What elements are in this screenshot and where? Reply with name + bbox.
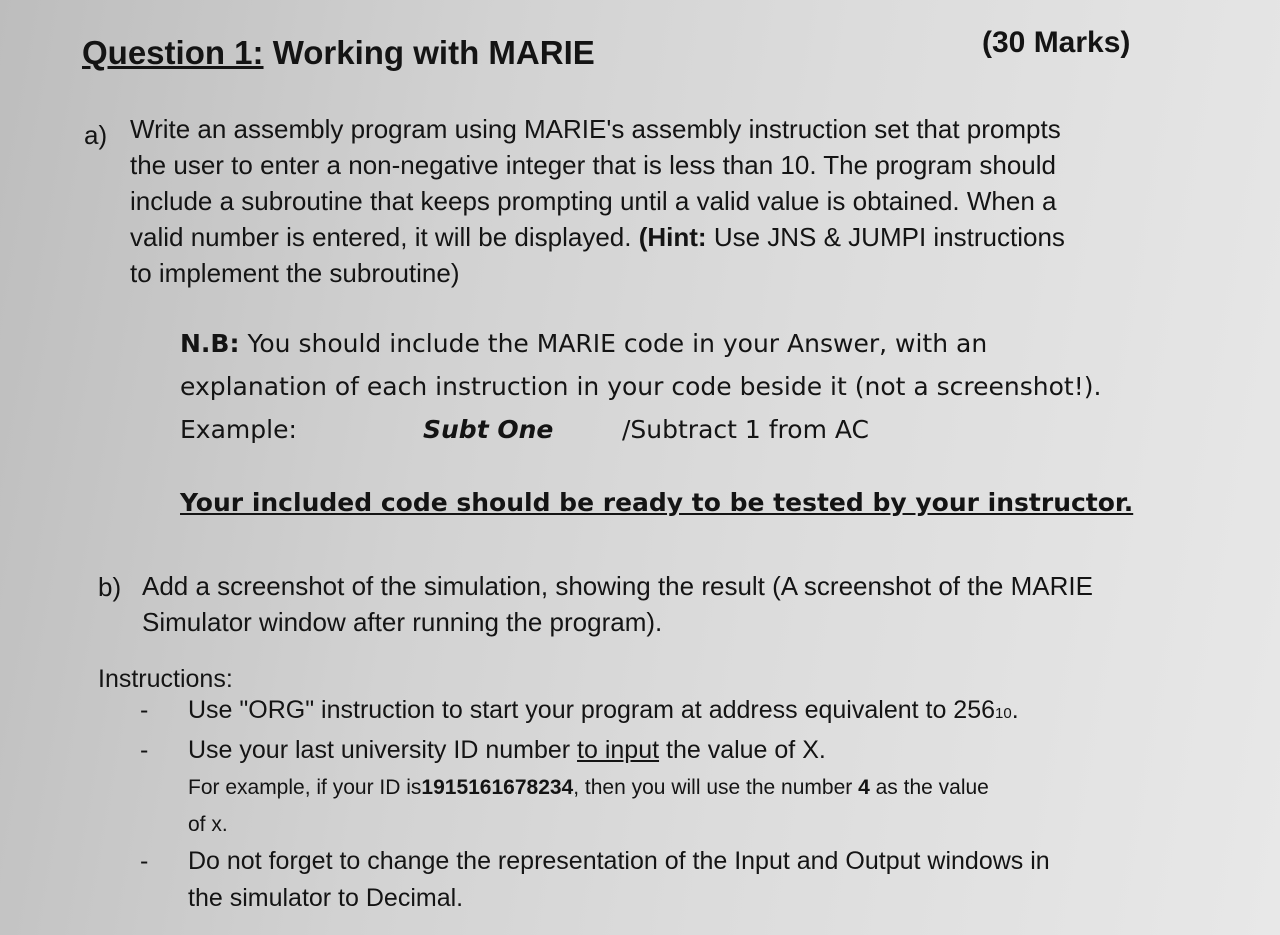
bullet-marker: -	[140, 847, 149, 875]
org-end: .	[1011, 696, 1019, 724]
example-comment: /Subtract 1 from AC	[622, 415, 869, 444]
nb-note	[180, 322, 1101, 451]
example-mid: , then you will use the number	[573, 776, 859, 799]
id-link-text: to input	[577, 736, 660, 764]
hint-text: Use JNS & JUMPI instructions	[713, 222, 1065, 252]
part-a-line: the user to enter a non-negative integer that is less than 10. The program should	[130, 150, 1056, 180]
nb-text: You should include the MARIE code in your Answer, with an	[247, 329, 988, 358]
id-suffix: the value of X.	[659, 736, 826, 764]
example-code: Subt One	[423, 415, 554, 444]
question-title: Working with MARIE	[272, 34, 595, 71]
nb-line	[180, 322, 1101, 365]
instruction-line: the simulator to Decimal.	[188, 884, 464, 912]
hint-label: (Hint:	[638, 222, 707, 252]
marks-label: (30 Marks)	[982, 26, 1131, 59]
instructions-label: Instructions:	[98, 665, 233, 693]
instruction-item	[140, 692, 1050, 732]
example-suffix: as the value	[869, 776, 989, 799]
example-label: Example:	[180, 415, 297, 444]
instruction-line	[188, 692, 1050, 732]
instruction-item	[140, 732, 1050, 843]
nb-line: explanation of each instruction in your code beside it (not a screenshot!).	[180, 372, 1102, 401]
instruction-line: Do not forget to change the representation of the Input and Output windows in	[188, 847, 1050, 875]
instructions-list	[140, 692, 1050, 917]
part-b-line: Add a screenshot of the simulation, showing the result (A screenshot of the MARIE	[142, 571, 1093, 601]
tested-note: Your included code should be ready to be tested by your instructor.	[180, 488, 1134, 517]
part-a-label: a)	[84, 120, 108, 150]
id-prefix: Use your last university ID number	[188, 736, 578, 764]
org-subscript: 10	[995, 705, 1012, 722]
example-id: 1915161678234	[421, 776, 574, 799]
instruction-line	[188, 769, 1050, 806]
example-digit: 4	[858, 776, 870, 799]
question-label: Question 1:	[82, 34, 264, 71]
bullet-marker: -	[140, 696, 149, 724]
nb-label: N.B:	[180, 329, 240, 358]
example-row	[180, 408, 1101, 451]
instruction-item	[140, 843, 1050, 917]
part-a-line	[130, 219, 1065, 255]
part-b-text	[142, 568, 1093, 640]
part-a-line-text: valid number is entered, it will be displayed.	[130, 222, 632, 252]
instruction-line	[188, 732, 1050, 769]
bullet-marker: -	[140, 736, 149, 764]
part-a-line: Write an assembly program using MARIE's assembly instruction set that prompts	[130, 114, 1061, 144]
part-a-text	[130, 111, 1065, 291]
part-b-label: b)	[98, 572, 122, 602]
part-b-line: Simulator window after running the program).	[142, 607, 663, 637]
org-text: Use "ORG" instruction to start your program at address equivalent to 256	[188, 696, 996, 724]
part-a-line: to implement the subroutine)	[130, 258, 460, 288]
part-a-line: include a subroutine that keeps prompting until a valid value is obtained. When a	[130, 186, 1057, 216]
example-prefix: For example, if your ID is	[188, 776, 422, 799]
question-heading	[82, 34, 595, 72]
instruction-line: of x.	[188, 813, 228, 836]
